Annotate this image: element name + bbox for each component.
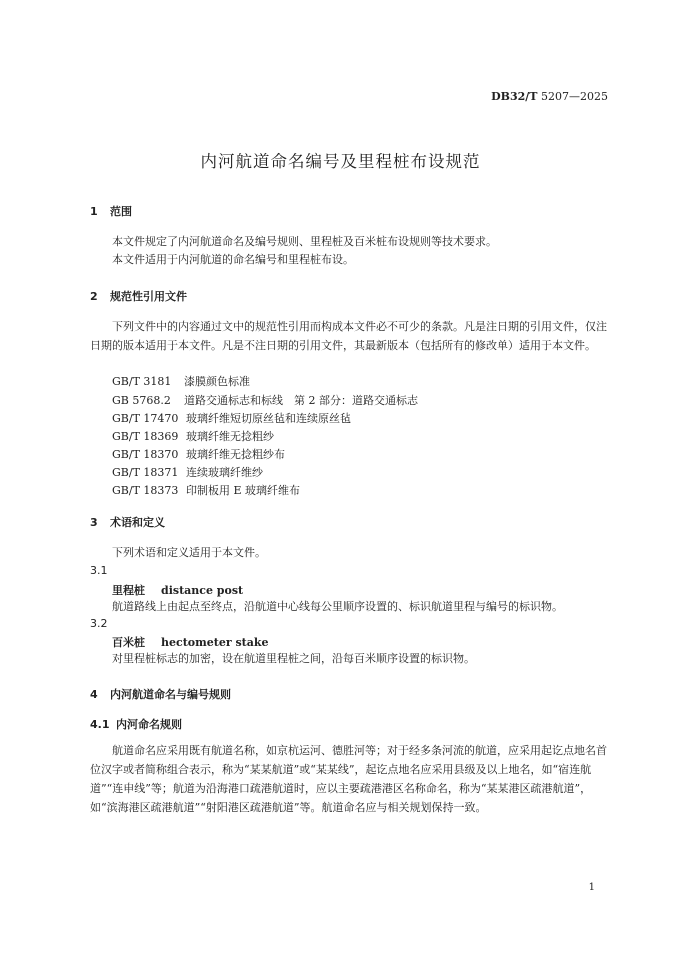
section-4-heading: 4 内河航道命名与编号规则 [90,688,231,701]
reference-item: GB/T 3181 漆膜颜色标准 [112,375,250,388]
section-1-para-2: 本文件适用于内河航道的命名编号和里程桩布设。 [112,253,354,266]
reference-item: GB/T 18373 印制板用 E 玻璃纤维布 [112,484,301,497]
section-4-1-heading: 4.1 内河命名规则 [90,718,182,731]
section-3-heading: 3 术语和定义 [90,516,165,529]
reference-item: GB/T 18370 玻璃纤维无捻粗纱布 [112,448,285,461]
document-code: DB32/T 5207—2025 [491,90,608,103]
page-title: 内河航道命名编号及里程桩布设规范 [200,152,481,171]
section-4-1-body: 航道命名应采用既有航道名称，如京杭运河、德胜河等；对于经多条河流的航道，应采用起讫点地名首位汉字或者简称组合表示，称为“某某航道”或“某某线”，起讫点地名应采用县级及以上地名，如“宿连航道”“连申线”等；航道为沿海港口疏港航道时，应以主要疏港港区名称命名，称为“某某港区疏港航道”，如“滨海港区疏港航道”“射阳港区疏港航道”等。航道命名应与相关规划保持一致。 [90,744,607,814]
term-number: 3.1 [90,564,108,577]
reference-item: GB/T 18369 玻璃纤维无捻粗纱 [112,430,274,443]
section-1-heading: 1 范围 [90,205,132,218]
term-heading: 百米桩 hectometer stake [112,636,269,649]
term-number: 3.2 [90,617,108,630]
reference-item: GB/T 17470 玻璃纤维短切原丝毡和连续原丝毡 [112,412,351,425]
section-2-intro: 下列文件中的内容通过文中的规范性引用而构成本文件必不可少的条款。凡是注日期的引用文件，仅注日期的版本适用于本文件。凡是不注日期的引用文件，其最新版本（包括所有的修改单）适用于本文件。 [90,320,607,352]
term-heading: 里程桩 distance post [112,584,244,597]
section-3-intro: 下列术语和定义适用于本文件。 [112,546,266,559]
term-definition: 航道路线上由起点至终点，沿航道中心线每公里顺序设置的、标识航道里程与编号的标识物。 [112,600,563,613]
page-number: 1 [588,882,595,893]
term-definition: 对里程桩标志的加密，设在航道里程桩之间，沿每百米顺序设置的标识物。 [112,652,475,665]
section-2-heading: 2 规范性引用文件 [90,290,187,303]
section-1-para-1: 本文件规定了内河航道命名及编号规则、里程桩及百米桩布设规则等技术要求。 [112,235,497,248]
reference-item: GB/T 18371 连续玻璃纤维纱 [112,466,263,479]
reference-item: GB 5768.2 道路交通标志和标线 第 2 部分：道路交通标志 [112,394,418,407]
